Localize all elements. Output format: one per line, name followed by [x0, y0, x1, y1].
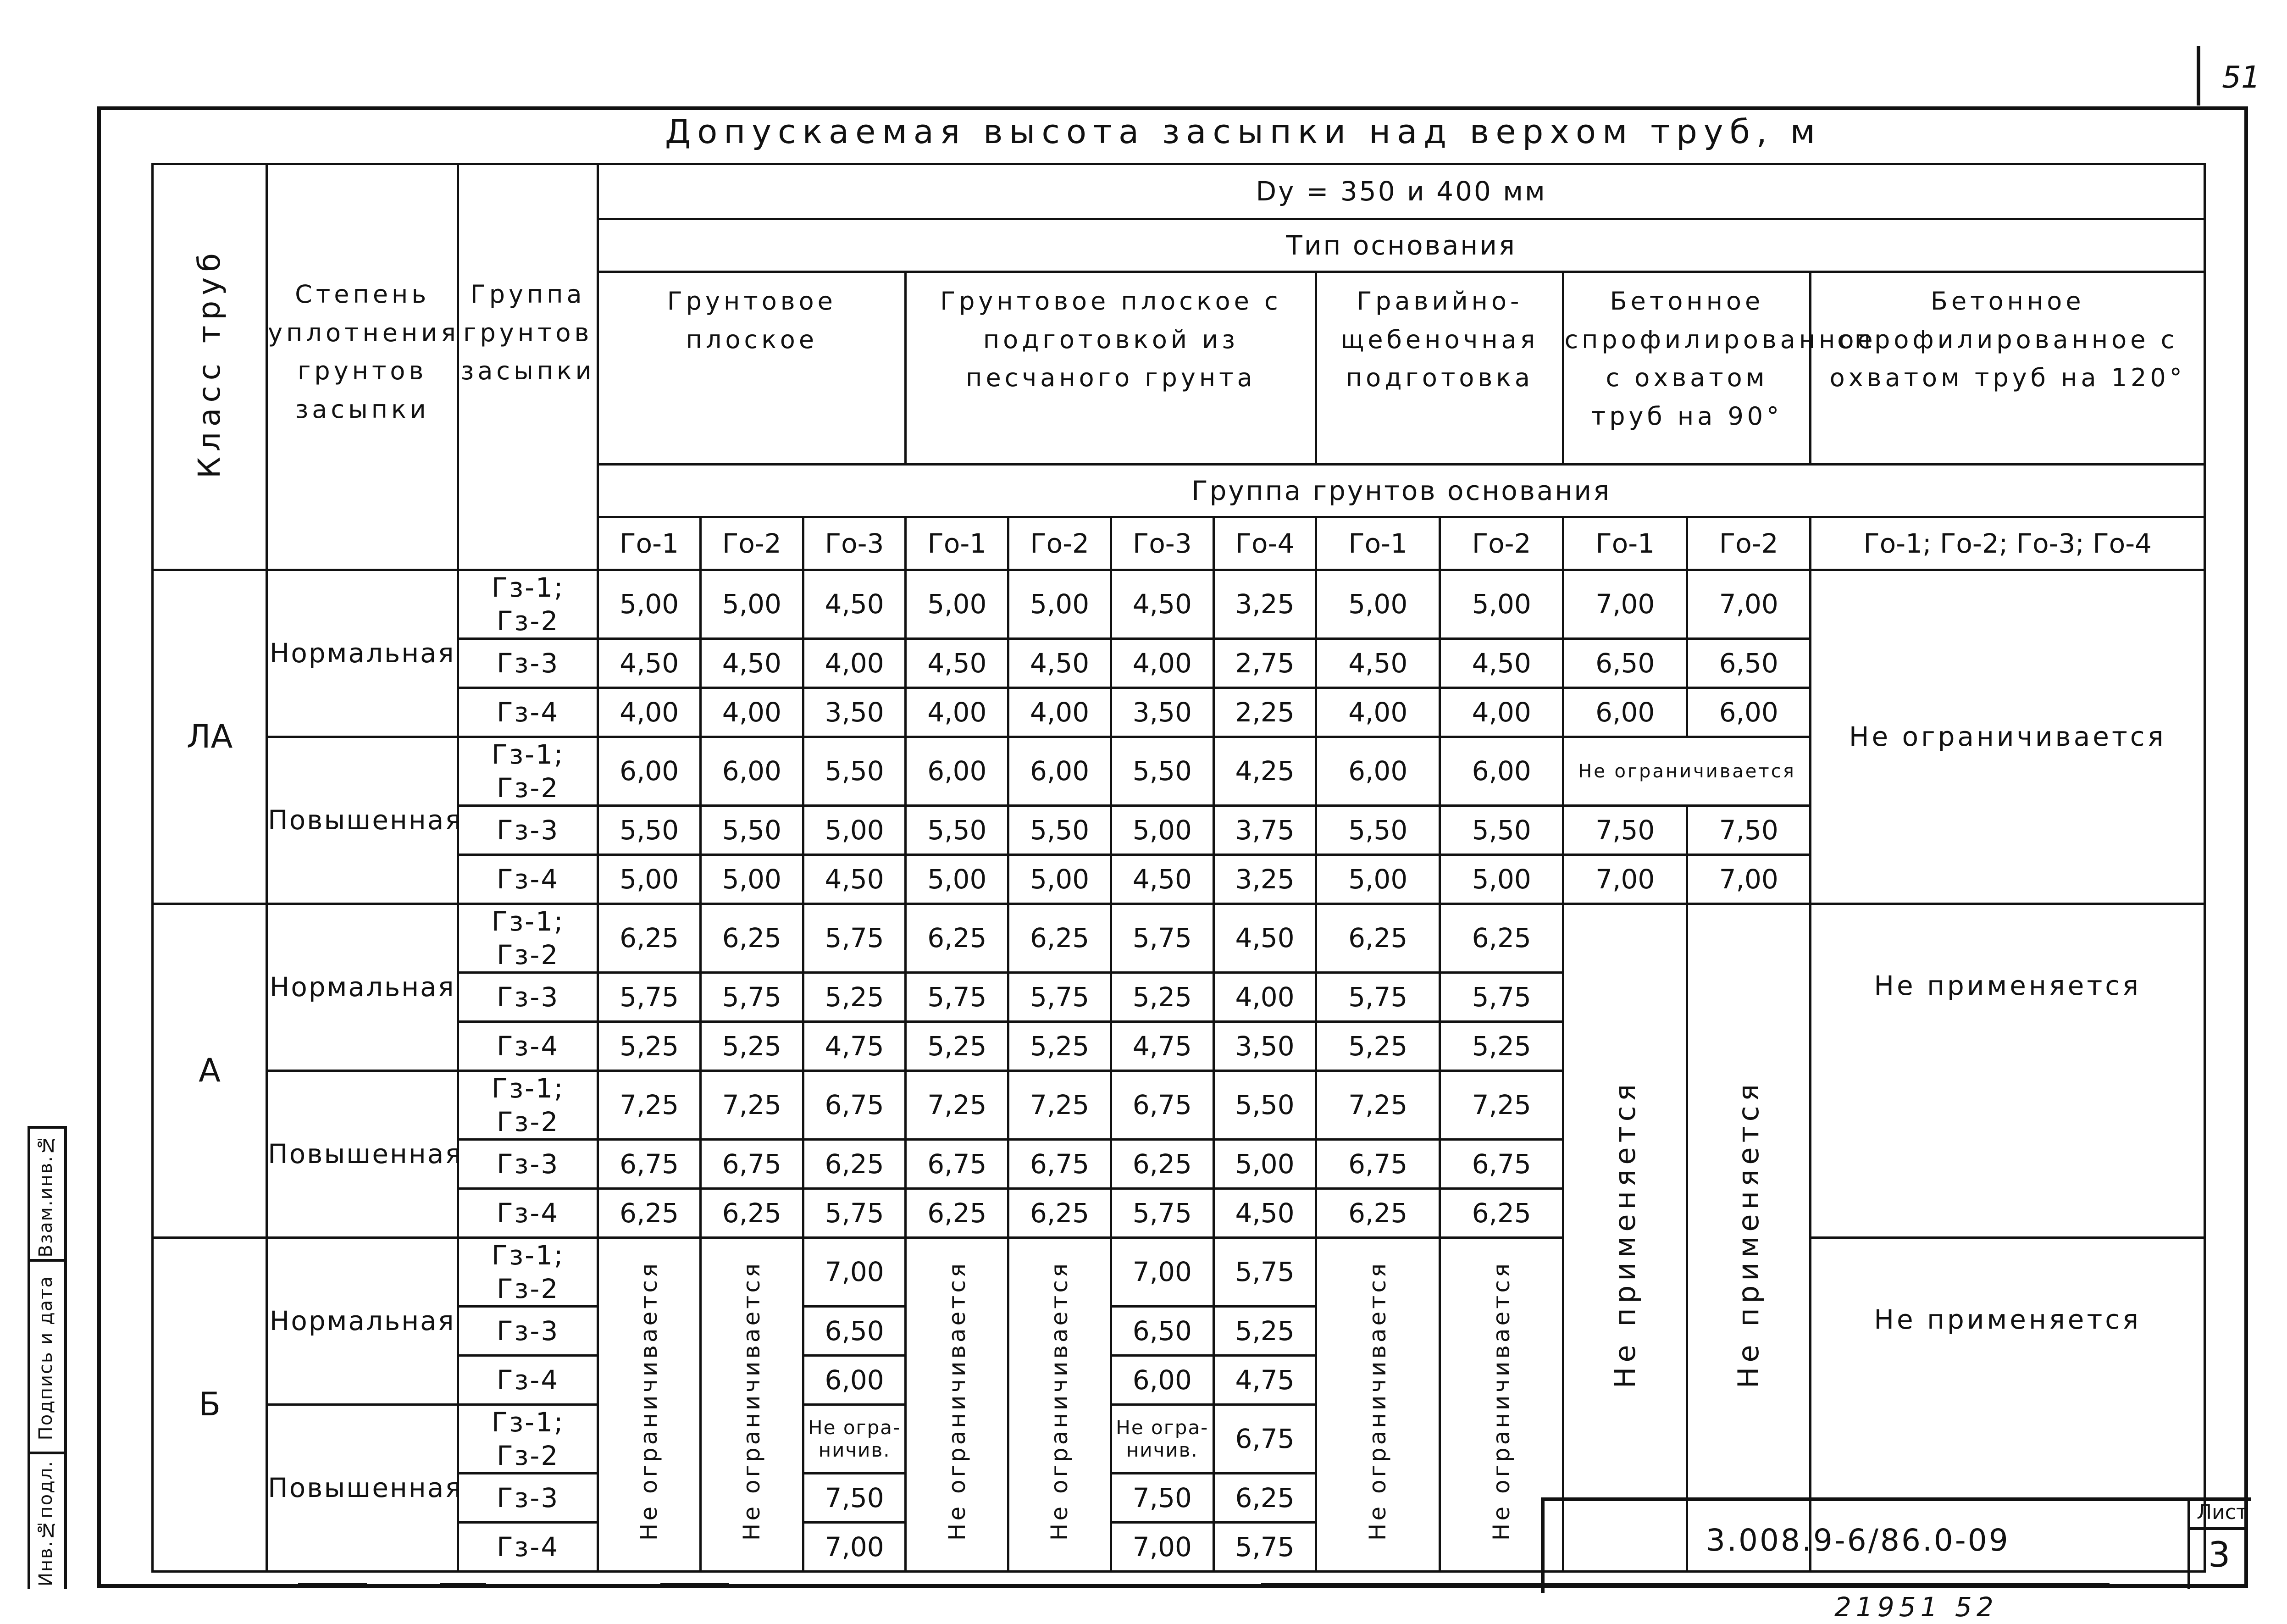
value-cell: 5,00 [1316, 855, 1440, 904]
value-cell: 7,00 [1563, 570, 1687, 639]
value-cell: 5,50 [803, 737, 906, 806]
not-limited-vertical: Не ограничивается [1316, 1238, 1440, 1572]
la-120-cell: Не ограничивается [1811, 570, 2205, 904]
value-cell: 5,75 [1111, 904, 1213, 973]
base-type-3: Гравийно-щебеночная подготовка [1316, 272, 1563, 465]
value-cell: 7,00 [1111, 1523, 1213, 1572]
value-cell: 7,00 [1687, 855, 1811, 904]
value-cell: 3,50 [803, 688, 906, 737]
fill-group-cell: Гз-1; Гз-2 [458, 737, 598, 806]
value-cell: 5,00 [1008, 570, 1111, 639]
value-cell: 3,50 [1111, 688, 1213, 737]
value-cell: 3,75 [1213, 806, 1316, 855]
border-dash [660, 1583, 729, 1586]
value-cell: 5,50 [1111, 737, 1213, 806]
fill-group-cell: Гз-1; Гз-2 [458, 1071, 598, 1140]
compaction-cell: Повышенная [267, 737, 458, 904]
value-cell: 6,00 [1440, 737, 1563, 806]
value-cell: 4,75 [1111, 1022, 1213, 1071]
compaction-header: Степень уплотнения грунтов засыпки [267, 164, 458, 570]
fill-group-cell: Гз-3 [458, 806, 598, 855]
side-stamp [28, 1126, 101, 1589]
value-cell: 4,00 [1111, 639, 1213, 688]
value-cell: 5,75 [803, 1189, 906, 1238]
value-cell: 6,00 [1316, 737, 1440, 806]
value-cell: 5,75 [598, 973, 701, 1022]
go-col: Го-4 [1213, 517, 1316, 570]
value-cell: 6,50 [803, 1307, 906, 1356]
value-cell: 7,50 [803, 1474, 906, 1523]
value-cell: 4,50 [1440, 639, 1563, 688]
value-cell: 5,75 [803, 904, 906, 973]
value-cell: 6,75 [1008, 1140, 1111, 1189]
backfill-height-table [151, 163, 2206, 1573]
value-cell: 7,25 [1440, 1071, 1563, 1140]
value-cell: 2,75 [1213, 639, 1316, 688]
compaction-cell: Нормальная [267, 570, 458, 737]
value-cell: 6,75 [598, 1140, 701, 1189]
value-cell: 7,00 [803, 1238, 906, 1307]
value-cell: 6,75 [1316, 1140, 1440, 1189]
compaction-cell: Повышенная [267, 1071, 458, 1238]
go-col: Го-3 [1111, 517, 1213, 570]
not-applied-vertical: Не применяется [1687, 904, 1811, 1572]
table-row [153, 1238, 2205, 1307]
fill-group-cell: Гз-3 [458, 1140, 598, 1189]
value-cell: 6,75 [1111, 1071, 1213, 1140]
side-stamp-cell: Подпись и дата [28, 1259, 64, 1454]
go-col: Го-2 [1440, 517, 1563, 570]
value-cell: 4,50 [1008, 639, 1111, 688]
value-cell: 7,25 [1316, 1071, 1440, 1140]
value-cell: 7,00 [1563, 855, 1687, 904]
value-cell: 5,25 [701, 1022, 803, 1071]
value-cell: 6,25 [906, 1189, 1008, 1238]
fill-group-header: Группа грунтов засыпки [458, 164, 598, 570]
document-code: 3.008.9-6/86.0-09 [1706, 1523, 2010, 1558]
corner-line [2197, 46, 2200, 105]
fill-group-cell: Гз-1; Гз-2 [458, 1405, 598, 1474]
value-cell: 5,50 [906, 806, 1008, 855]
fill-group-cell: Гз-4 [458, 1022, 598, 1071]
fill-group-cell: Гз-3 [458, 639, 598, 688]
value-cell: 5,75 [1111, 1189, 1213, 1238]
diameter-header: Dy = 350 и 400 мм [598, 164, 2205, 219]
value-cell: 6,25 [1008, 904, 1111, 973]
value-cell: 4,50 [1111, 855, 1213, 904]
class-cell: Б [153, 1238, 267, 1572]
go-col: Го-2 [1687, 517, 1811, 570]
value-cell: 6,25 [906, 904, 1008, 973]
value-cell: 6,25 [1440, 904, 1563, 973]
page-number: 51 [2222, 60, 2260, 95]
value-cell: 6,25 [1316, 1189, 1440, 1238]
not-applied-cell: Не применяется [1811, 904, 2205, 1238]
sheet-number: 3 [2208, 1534, 2231, 1575]
go-col: Го-1 [906, 517, 1008, 570]
value-cell: 4,00 [906, 688, 1008, 737]
value-cell: 7,00 [803, 1523, 906, 1572]
fill-group-cell: Гз-4 [458, 688, 598, 737]
value-cell: 6,25 [1213, 1474, 1316, 1523]
value-cell: 6,25 [701, 1189, 803, 1238]
fill-group-cell: Гз-3 [458, 1474, 598, 1523]
go-col: Го-1 [598, 517, 701, 570]
value-cell: 6,50 [1687, 639, 1811, 688]
compaction-cell: Нормальная [267, 904, 458, 1071]
go-col: Го-1; Го-2; Го-3; Го-4 [1811, 517, 2205, 570]
fill-group-cell: Гз-4 [458, 855, 598, 904]
value-cell: 7,00 [1687, 570, 1811, 639]
value-cell: 5,75 [1008, 973, 1111, 1022]
value-cell: 5,50 [598, 806, 701, 855]
value-cell: 5,75 [1213, 1238, 1316, 1307]
base-soil-group-header: Группа грунтов основания [598, 465, 2205, 517]
value-cell: 3,25 [1213, 570, 1316, 639]
sheet-label: Лист [2197, 1501, 2248, 1524]
value-cell: 7,25 [598, 1071, 701, 1140]
value-cell: 5,00 [701, 570, 803, 639]
footer-numbers: 21951 52 [1834, 1591, 1998, 1623]
sheet-box-divider [2187, 1527, 2247, 1530]
value-cell: 5,00 [1008, 855, 1111, 904]
base-type-1: Грунтовое плоское [598, 272, 906, 465]
value-cell: 2,25 [1213, 688, 1316, 737]
not-limited-vertical: Не ограничивается [906, 1238, 1008, 1572]
base-type-header: Тип основания [598, 219, 2205, 272]
value-cell: 4,75 [803, 1022, 906, 1071]
fill-group-cell: Гз-3 [458, 973, 598, 1022]
value-cell: 5,25 [906, 1022, 1008, 1071]
value-cell: 5,25 [598, 1022, 701, 1071]
value-cell: 5,00 [1213, 1140, 1316, 1189]
value-cell: 7,25 [906, 1071, 1008, 1140]
go-col: Го-1 [1563, 517, 1687, 570]
go-col: Го-2 [701, 517, 803, 570]
value-cell: 5,25 [1440, 1022, 1563, 1071]
value-cell: Не огра-ничив. [803, 1405, 906, 1474]
go-col: Го-2 [1008, 517, 1111, 570]
not-applied-vertical: Не применяется [1563, 904, 1687, 1572]
value-cell: 5,00 [598, 855, 701, 904]
base-type-4: Бетонное спрофилированное с охватом труб на 90° [1563, 272, 1811, 465]
value-cell: 5,75 [1316, 973, 1440, 1022]
value-cell: 5,50 [1008, 806, 1111, 855]
compaction-cell: Повышенная [267, 1405, 458, 1572]
fill-group-cell: Гз-1; Гз-2 [458, 570, 598, 639]
value-cell: 6,00 [803, 1356, 906, 1405]
fill-group-cell: Гз-4 [458, 1523, 598, 1572]
value-cell: 5,00 [701, 855, 803, 904]
class-header: Класс труб [153, 164, 267, 570]
value-cell: 6,00 [1008, 737, 1111, 806]
value-cell: 5,75 [1440, 973, 1563, 1022]
value-cell: 6,00 [598, 737, 701, 806]
value-cell: Не огра-ничив. [1111, 1405, 1213, 1474]
value-cell: 5,00 [803, 806, 906, 855]
value-cell: 5,25 [1111, 973, 1213, 1022]
value-cell: 4,50 [1111, 570, 1213, 639]
value-cell: 6,75 [701, 1140, 803, 1189]
value-cell: 4,00 [1008, 688, 1111, 737]
side-stamp-cell: Взам.инв.№ [28, 1126, 64, 1262]
class-cell: ЛА [153, 570, 267, 904]
value-cell: 7,00 [1111, 1238, 1213, 1307]
value-cell: 4,50 [803, 570, 906, 639]
value-cell: 4,00 [701, 688, 803, 737]
table-row [153, 570, 2205, 639]
value-cell: 5,00 [906, 570, 1008, 639]
value-cell: 6,75 [1440, 1140, 1563, 1189]
go-col: Го-1 [1316, 517, 1440, 570]
value-cell: 4,50 [1213, 904, 1316, 973]
value-cell: 3,25 [1213, 855, 1316, 904]
value-cell: 5,25 [1213, 1307, 1316, 1356]
value-cell: 4,00 [803, 639, 906, 688]
not-applied-cell: Не применяется [1811, 1238, 2205, 1572]
value-cell: 6,25 [1316, 904, 1440, 973]
value-cell: 5,00 [1440, 570, 1563, 639]
value-cell: 4,00 [598, 688, 701, 737]
value-cell: 5,75 [906, 973, 1008, 1022]
value-cell: 4,25 [1213, 737, 1316, 806]
value-cell: 5,00 [1111, 806, 1213, 855]
value-cell: 4,50 [1213, 1189, 1316, 1238]
value-cell: 6,25 [598, 904, 701, 973]
value-cell: 5,50 [1440, 806, 1563, 855]
table-title: Допускаемая высота засыпки над верхом труб, м [665, 112, 1822, 151]
value-cell: 7,50 [1563, 806, 1687, 855]
value-cell: 6,75 [1213, 1405, 1316, 1474]
value-cell: 6,00 [1111, 1356, 1213, 1405]
value-cell: 5,50 [701, 806, 803, 855]
value-cell: 6,00 [1563, 688, 1687, 737]
fill-group-cell: Гз-1; Гз-2 [458, 904, 598, 973]
value-cell: 4,50 [598, 639, 701, 688]
value-cell: 5,25 [1316, 1022, 1440, 1071]
not-limited-vertical: Не ограничивается [701, 1238, 803, 1572]
fill-group-cell: Гз-3 [458, 1307, 598, 1356]
value-cell: 6,75 [803, 1071, 906, 1140]
value-cell: 4,50 [906, 639, 1008, 688]
value-cell: 5,00 [598, 570, 701, 639]
value-cell: 3,50 [1213, 1022, 1316, 1071]
value-cell: 6,50 [1563, 639, 1687, 688]
border-dash [440, 1583, 486, 1586]
value-cell: 6,75 [906, 1140, 1008, 1189]
value-cell: 5,50 [1316, 806, 1440, 855]
value-cell: 6,00 [1687, 688, 1811, 737]
value-cell: 7,50 [1687, 806, 1811, 855]
value-cell: 6,25 [1440, 1189, 1563, 1238]
value-cell: 6,25 [598, 1189, 701, 1238]
value-cell: 4,50 [1316, 639, 1440, 688]
value-cell: 5,00 [906, 855, 1008, 904]
value-cell: 6,00 [906, 737, 1008, 806]
fill-group-cell: Гз-1; Гз-2 [458, 1238, 598, 1307]
compaction-cell: Нормальная [267, 1238, 458, 1405]
value-cell: 4,00 [1213, 973, 1316, 1022]
fill-group-cell: Гз-4 [458, 1189, 598, 1238]
value-cell: 4,00 [1440, 688, 1563, 737]
base-type-5: Бетонное спрофилированное с охватом труб на 120° [1811, 272, 2205, 465]
border-dash [298, 1583, 367, 1586]
value-cell: 5,25 [803, 973, 906, 1022]
not-limited-vertical: Не ограничивается [1440, 1238, 1563, 1572]
value-cell: 4,50 [701, 639, 803, 688]
class-cell: А [153, 904, 267, 1238]
go-col: Го-3 [803, 517, 906, 570]
value-cell: 6,25 [1111, 1140, 1213, 1189]
value-cell: 5,00 [1316, 570, 1440, 639]
value-cell: 6,00 [701, 737, 803, 806]
side-stamp-cell: Инв.№подл. [28, 1452, 64, 1592]
value-cell: 4,00 [1316, 688, 1440, 737]
value-cell: 6,25 [701, 904, 803, 973]
value-cell: 7,50 [1111, 1474, 1213, 1523]
value-cell: 6,25 [803, 1140, 906, 1189]
fill-group-cell: Гз-4 [458, 1356, 598, 1405]
value-cell: 5,75 [1213, 1523, 1316, 1572]
not-limited-vertical: Не ограничивается [598, 1238, 701, 1572]
not-limited-cell: Не ограничивается [1563, 737, 1811, 806]
not-limited-vertical: Не ограничивается [1008, 1238, 1111, 1572]
value-cell: 6,50 [1111, 1307, 1213, 1356]
value-cell: 5,75 [701, 973, 803, 1022]
value-cell: 7,25 [1008, 1071, 1111, 1140]
value-cell: 5,00 [1440, 855, 1563, 904]
table-row [153, 904, 2205, 973]
value-cell: 5,50 [1213, 1071, 1316, 1140]
value-cell: 4,75 [1213, 1356, 1316, 1405]
value-cell: 4,50 [803, 855, 906, 904]
value-cell: 7,25 [701, 1071, 803, 1140]
value-cell: 6,25 [1008, 1189, 1111, 1238]
base-type-2: Грунтовое плоское с подготовкой из песчаного грунта [906, 272, 1316, 465]
value-cell: 5,25 [1008, 1022, 1111, 1071]
